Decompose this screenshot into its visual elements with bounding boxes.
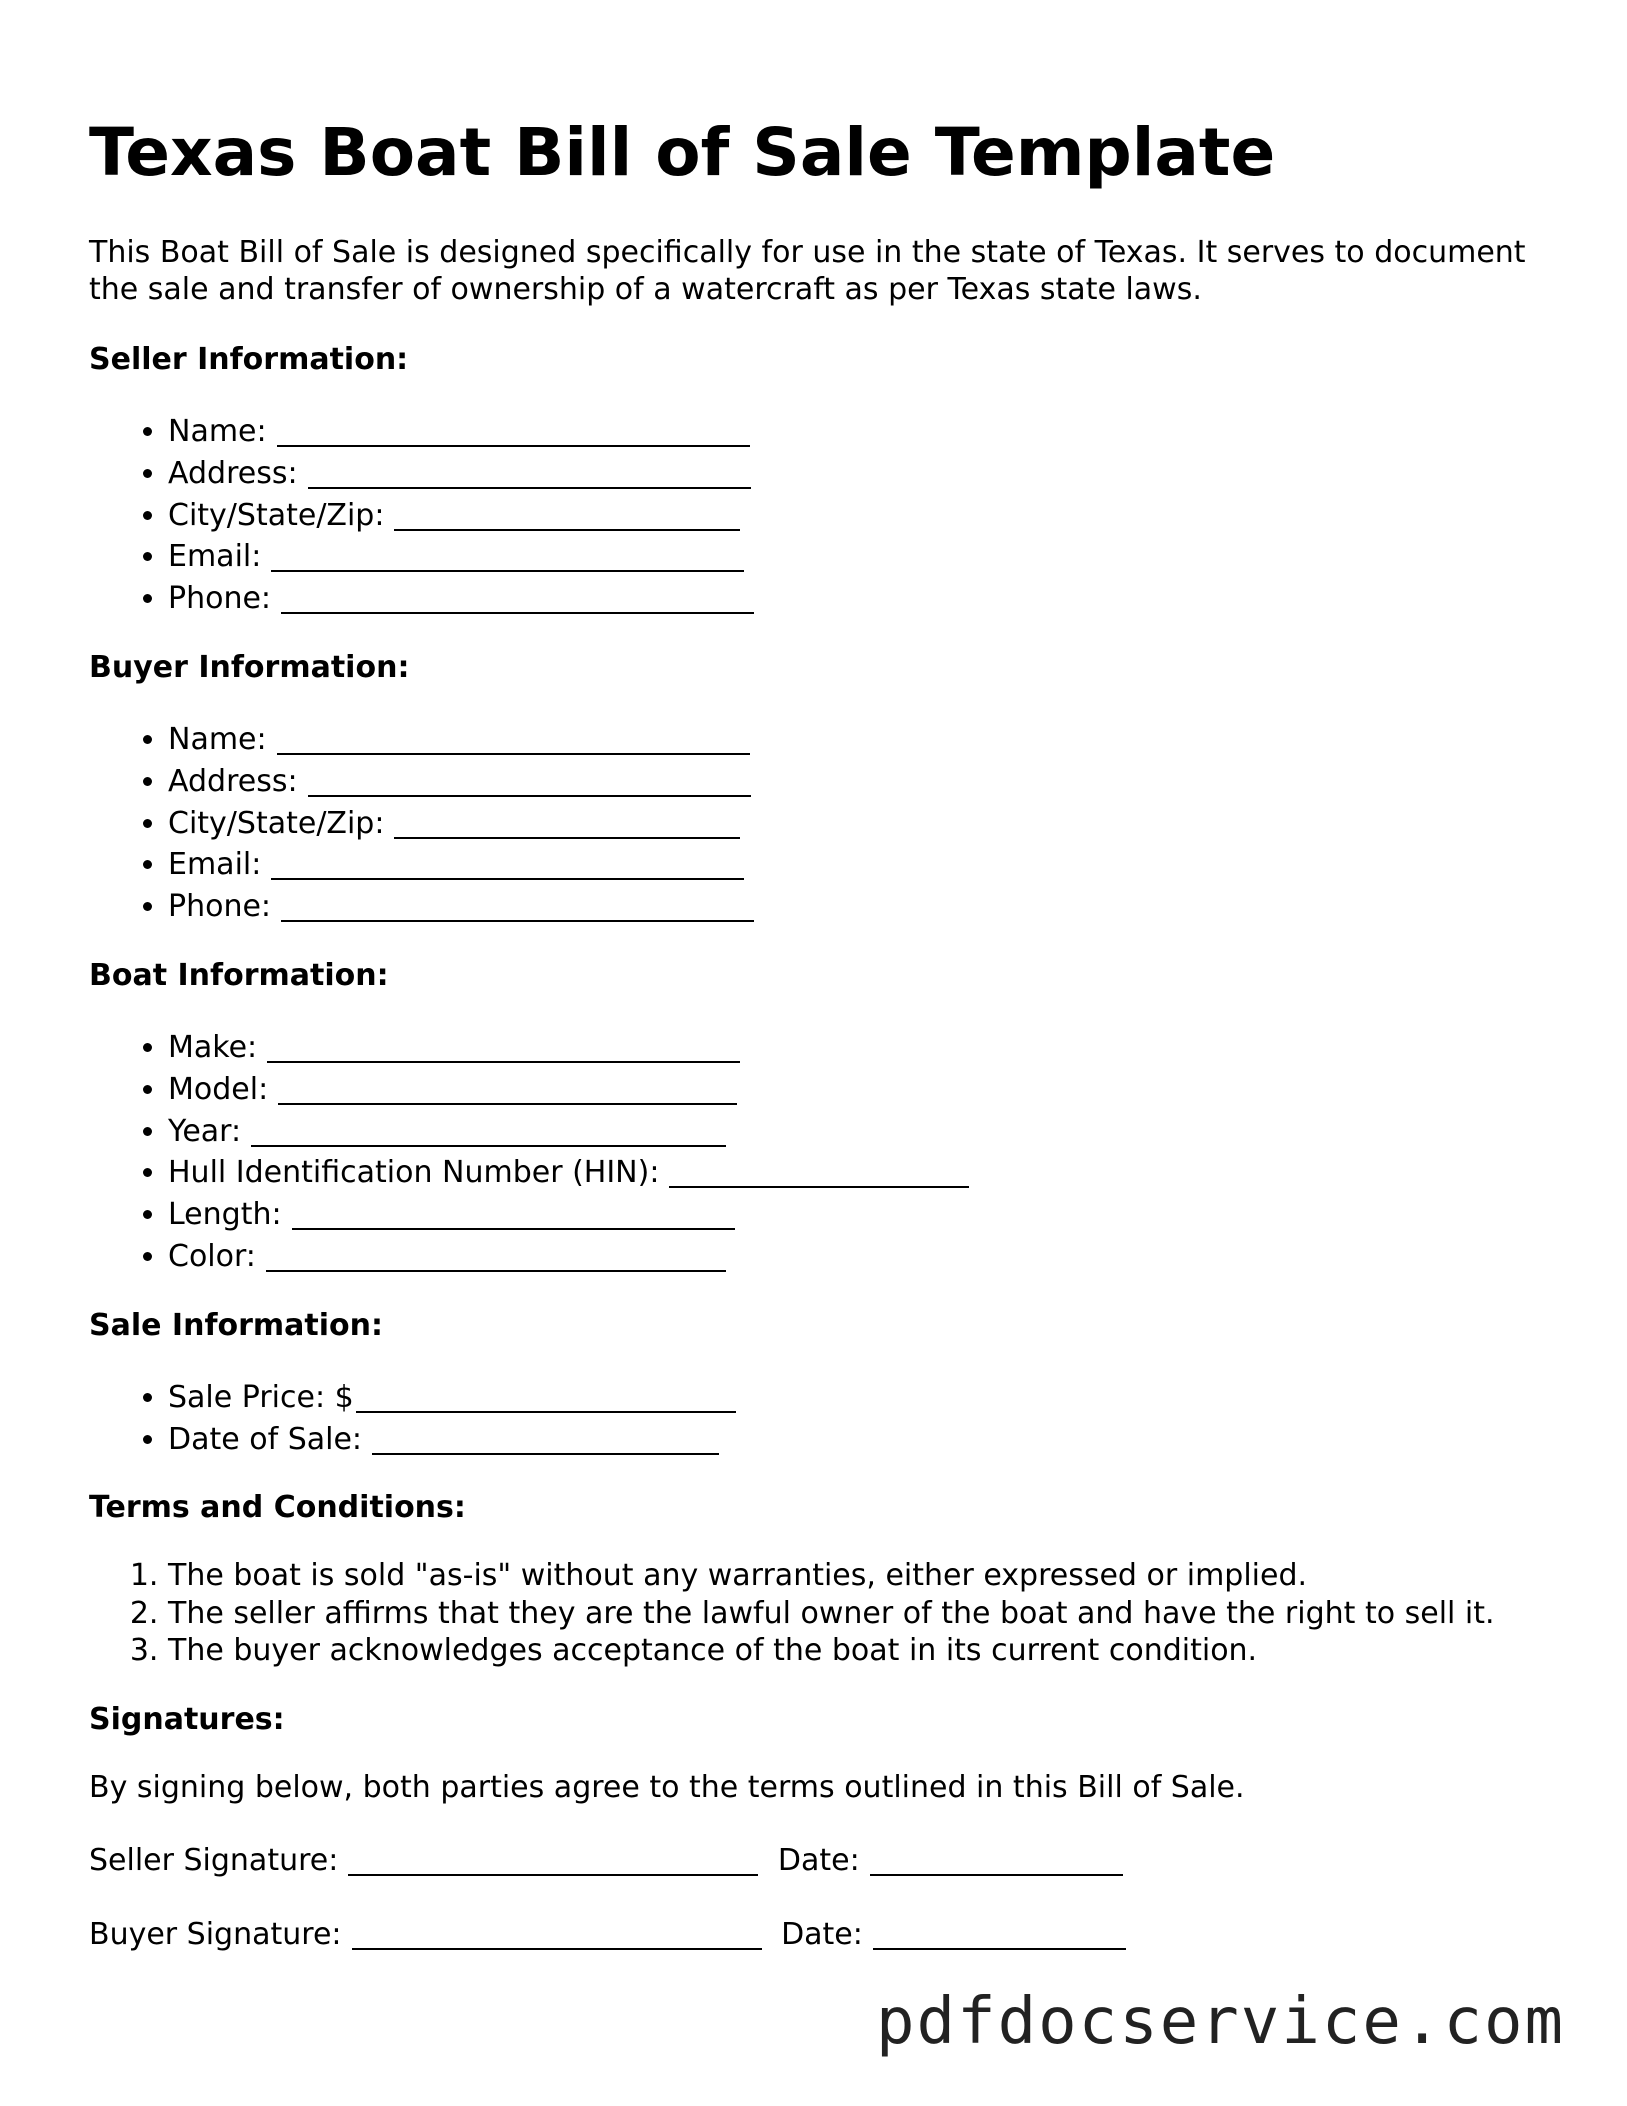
buyer-city-item bbox=[168, 801, 1539, 843]
buyer-name-item bbox=[168, 717, 1539, 759]
boat-make-blank[interactable] bbox=[267, 1031, 740, 1063]
watermark-text: pdfdocservice.com bbox=[876, 1985, 1566, 2059]
seller-address-item bbox=[168, 451, 1539, 493]
term-item: 3. The buyer acknowledges acceptance of the boat in its current condition. bbox=[168, 1632, 1539, 1670]
field-label: Year: bbox=[168, 1113, 242, 1149]
signatures-heading: Signatures: bbox=[89, 1701, 285, 1737]
buyer-city-blank[interactable] bbox=[394, 807, 740, 839]
seller-name-item bbox=[168, 409, 1539, 451]
buyer-signature-blank[interactable] bbox=[352, 1918, 762, 1950]
seller-field-list bbox=[89, 409, 1539, 618]
buyer-address-blank[interactable] bbox=[308, 765, 751, 797]
field-label: Name: bbox=[168, 721, 267, 757]
buyer-date-blank[interactable] bbox=[873, 1918, 1126, 1950]
field-label: City/State/Zip: bbox=[168, 497, 385, 533]
boat-length-item bbox=[168, 1192, 1539, 1234]
buyer-phone-blank[interactable] bbox=[281, 890, 754, 922]
buyer-phone-item bbox=[168, 884, 1539, 926]
buyer-field-list bbox=[89, 717, 1539, 926]
seller-date-blank[interactable] bbox=[870, 1844, 1123, 1876]
field-label: Name: bbox=[168, 414, 267, 449]
document-page bbox=[89, 108, 1539, 1986]
seller-phone-blank[interactable] bbox=[281, 582, 754, 614]
seller-email-item bbox=[168, 534, 1539, 576]
seller-address-blank[interactable] bbox=[308, 457, 751, 489]
seller-heading: Seller Information: bbox=[89, 342, 409, 377]
sale-heading: Sale Information: bbox=[89, 1307, 383, 1343]
boat-length-blank[interactable] bbox=[292, 1198, 735, 1230]
buyer-email-item bbox=[168, 842, 1539, 884]
boat-color-blank[interactable] bbox=[266, 1240, 726, 1272]
sale-date-item bbox=[168, 1417, 1539, 1459]
field-label: Email: bbox=[168, 847, 262, 883]
field-label: Address: bbox=[168, 455, 298, 491]
field-label: Color: bbox=[168, 1238, 256, 1274]
field-label: Make: bbox=[168, 1029, 258, 1065]
field-label: Sale Price: $ bbox=[168, 1379, 354, 1415]
boat-year-item bbox=[168, 1109, 1539, 1151]
field-label: Address: bbox=[168, 763, 298, 799]
field-label: Date of Sale: bbox=[168, 1421, 363, 1457]
buyer-email-blank[interactable] bbox=[271, 848, 744, 880]
boat-model-item bbox=[168, 1067, 1539, 1109]
sale-price-item bbox=[168, 1375, 1539, 1417]
field-label: Model: bbox=[168, 1071, 269, 1107]
seller-email-blank[interactable] bbox=[271, 540, 744, 572]
seller-name-blank[interactable] bbox=[277, 415, 750, 447]
seller-signature-blank[interactable] bbox=[348, 1844, 758, 1876]
term-item: 2. The seller affirms that they are the lawful owner of the boat and have the right to sell it. bbox=[168, 1595, 1539, 1633]
seller-date-label: Date: bbox=[777, 1842, 860, 1878]
field-label: Phone: bbox=[168, 581, 272, 617]
buyer-signature-label: Buyer Signature: bbox=[89, 1916, 342, 1952]
field-label: Phone: bbox=[168, 889, 272, 925]
boat-year-blank[interactable] bbox=[251, 1115, 726, 1147]
boat-hin-blank[interactable] bbox=[669, 1156, 969, 1188]
field-label: Email: bbox=[168, 539, 262, 575]
intro-paragraph: This Boat Bill of Sale is designed specifically for use in the state of Texas. It serves to document the sale and transfer of ownership of a watercraft as per Texas state laws. bbox=[89, 235, 1526, 307]
seller-signature-label: Seller Signature: bbox=[89, 1842, 339, 1878]
document-title: Texas Boat Bill of Sale Template bbox=[89, 114, 1276, 191]
buyer-address-item bbox=[168, 759, 1539, 801]
boat-make-item bbox=[168, 1025, 1539, 1067]
seller-signature-row bbox=[89, 1838, 1539, 1879]
terms-heading: Terms and Conditions: bbox=[89, 1490, 466, 1526]
sale-date-blank[interactable] bbox=[372, 1423, 719, 1455]
buyer-heading: Buyer Information: bbox=[89, 649, 410, 685]
boat-color-item bbox=[168, 1234, 1539, 1276]
term-item: 1. The boat is sold "as-is" without any warranties, either expressed or implied. bbox=[168, 1557, 1539, 1595]
seller-phone-item bbox=[168, 576, 1539, 618]
buyer-signature-row bbox=[89, 1912, 1539, 1953]
sale-field-list bbox=[89, 1375, 1539, 1459]
field-label: Hull Identification Number (HIN): bbox=[168, 1155, 660, 1191]
field-label: City/State/Zip: bbox=[168, 805, 385, 841]
sale-price-blank[interactable] bbox=[356, 1381, 736, 1413]
boat-heading: Boat Information: bbox=[89, 957, 389, 993]
buyer-date-label: Date: bbox=[781, 1916, 863, 1952]
terms-list bbox=[89, 1557, 1539, 1670]
seller-city-item bbox=[168, 493, 1539, 535]
boat-field-list bbox=[89, 1025, 1539, 1276]
seller-city-blank[interactable] bbox=[394, 499, 740, 531]
signatures-statement: By signing below, both parties agree to the terms outlined in this Bill of Sale. bbox=[89, 1769, 1245, 1805]
boat-model-blank[interactable] bbox=[278, 1073, 737, 1105]
field-label: Length: bbox=[168, 1197, 282, 1233]
boat-hin-item bbox=[168, 1150, 1539, 1192]
buyer-name-blank[interactable] bbox=[277, 723, 750, 755]
